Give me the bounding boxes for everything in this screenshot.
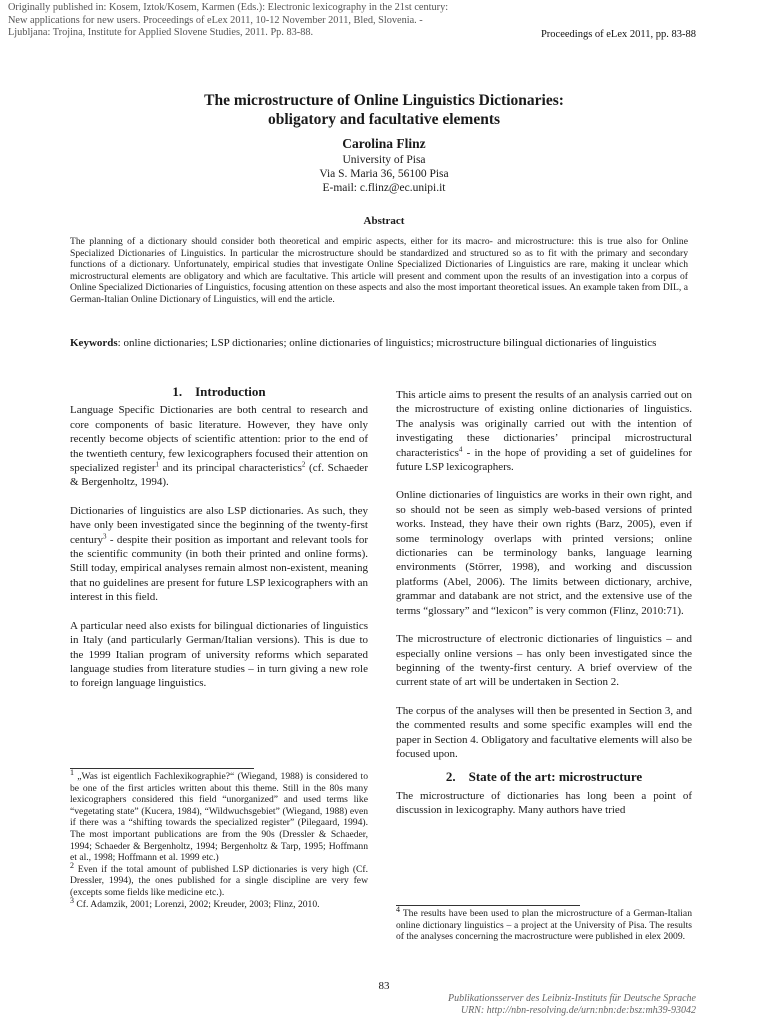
paper-title	[0, 91, 768, 129]
section-heading-introduction: 1. Introduction	[172, 384, 266, 399]
footnote: $^2$ Even if the total amount of published LSP dictionaries is very high (Cf. Dressler, 1994), the ones published for a single discipline are very few (excepts some fields like medicine etc.).	[70, 860, 368, 898]
footnotes-left	[70, 767, 368, 910]
keywords-text: : online dictionaries; LSP dictionaries; online dictionaries of linguistics; microstructure bilingual dictionaries of linguistics	[117, 337, 657, 349]
paragraph: Language Specific Dictionaries are both central to research and core components of basic literature. However, they have only recently become objects of scientific attention: prior to the end of the twentieth century, few lexicographers focused their attention on specialized register$^1$ and its principal characteristics$^2$ (cf. Schaeder & Bergenholtz, 1994).	[70, 404, 368, 489]
publication-server-note	[448, 993, 696, 1017]
footnote-ref[interactable]: 3	[102, 532, 107, 540]
left-column	[70, 385, 368, 691]
page-number: 83	[378, 980, 390, 992]
footnote: $^4$ The results have been used to plan the microstructure of a German-Italian online dictionary linguistics – a project at the University of Pisa. The results of the analyses concerning the macrostructure were published in elex 2009.	[396, 904, 692, 943]
keywords-label: Keywords	[70, 337, 118, 349]
paragraph: The corpus of the analyses will then be presented in Section 3, and the commented results and some specific examples will end the paper in Section 4. Obligatory and facultative elements will also be focused upon.	[396, 704, 692, 760]
title-line-2: obligatory and facultative elements	[267, 111, 501, 128]
origin-note	[8, 2, 528, 40]
origin-line: Originally published in: Kosem, Iztok/Kosem, Karmen (Eds.): Electronic lexicography in the 21st century:	[8, 2, 449, 13]
email: E-mail: c.flinz@ec.unipi.it	[322, 182, 446, 194]
paragraph: Dictionaries of linguistics are also LSP dictionaries. As such, they have only been investigated since the beginning of the twenty-first century$^3$ - despite their position as important and relevant tools for the scientific community (in both their printed and online forms). Still today, empirical analyses remain almost non-existent, meaning that no guidelines are present for future LSP lexicographers with an interest in this field.	[70, 504, 368, 604]
paragraph: This article aims to present the results of an analysis carried out on the microstructure of existing online dictionaries of linguistics. The analysis was originally carried out with the intention of investigating these dictionaries’ principal microstructural characteristics$^4$ - in the hope of providing a set of guidelines for future LSP lexicographers.	[396, 389, 692, 474]
section-heading-state-of-art: 2. State of the art: microstructure	[445, 769, 643, 785]
footnotes-right	[396, 904, 692, 943]
author-affiliation-block	[0, 153, 768, 195]
footnote-ref[interactable]: 1	[155, 460, 159, 469]
abstract-heading: Abstract	[363, 215, 405, 227]
footnote: $^3$ Cf. Adamzik, 2001; Lorenzi, 2002; Kreuder, 2003; Flinz, 2010.	[70, 895, 320, 910]
paragraph: A particular need also exists for bilingual dictionaries of linguistics in Italy (and particularly German/Italian versions). This is due to the 1999 Italian program of university reforms which separated language studies from literature studies – in turn giving a new role to foreign language linguistics.	[70, 619, 368, 690]
paragraph: The microstructure of dictionaries has long been a point of discussion in lexicography. Many authors have tried	[396, 789, 692, 817]
footnote: $^1$ „Was ist eigentlich Fachlexikographie?“ (Wiegand, 1988) is considered to be one of the first articles written about this theme. Still in the 80s many lexicographers considered this field “unorganized” and used terms like “vegetating state” (Kucera, 1984), “Wildwuchsgebiet” (Wiegand, 1988) even if there was a “shifting towards the specialized register” (Pilegaard, 1994). The most important publications are from the 90s (Dressler & Schaeder, 1994; Schaeder & Bergenholtz, 1994; Bergenholtz & Tarp, 1995; Hoffmann et al., 1998; Hoffmann et al. 1999 etc.)	[70, 767, 368, 864]
footer-urn[interactable]: URN: http://nbn-resolving.de/urn:nbn:de:bsz:mh39-93042	[460, 1005, 696, 1016]
paragraph: Online dictionaries of linguistics are works in their own right, and so should not be seen as simply web-based versions of printed works. Instead, they have their own rights (Barz, 2005), even if some terminology overlaps with printed versions; online dictionaries can be terminology banks, language learning environments (Störrer, 1998), and working and discussion platforms (Abel, 2006). The limits between dictionary, archive, grammar and databank are not strict, and the extensive use of the terms “glossary” and “lexicon” is very common (Flinz, 2010:71).	[396, 489, 692, 617]
proceedings-label: Proceedings of eLex 2011, pp. 83-88	[540, 29, 696, 40]
right-column	[396, 388, 692, 818]
paragraph: The microstructure of electronic dictionaries of linguistics – and especially online versions – has only been investigated since the beginning of the twenty-first century. A brief overview of the current state of art will be undertaken in Section 2.	[396, 633, 692, 689]
abstract-text: The planning of a dictionary should consider both theoretical and empiric aspects, either for its macro- and microstructure: this is true also for Online Specialized Dictionaries of Linguistics. In particular the microstructure should be standardized and structured so as to fit with the primary and secondary functions of a dictionary. Unfortunately, empirical studies that investigate Online Specialized Dictionaries of Linguistics are rare, making it unclear which microstructural elements are obligatory and which are facultative. This article will present and comment upon the results of an investigation into a corpus of Online Specialized Dictionaries of Linguistics, focusing attention on these aspects and also the most important theoretical issues. An example taken from DIL, a German-Italian Online Dictionary of Linguistics, will end the article.	[70, 236, 688, 305]
footnote-divider	[70, 768, 254, 769]
footer-line-1: Publikationsserver des Leibniz-Instituts für Deutsche Sprache	[447, 993, 696, 1004]
origin-line: New applications for new users. Proceedings of eLex 2011, 10-12 November 2011, Bled, Slovenia. -	[8, 14, 423, 26]
footnote-ref[interactable]: 4	[458, 444, 463, 453]
address: Via S. Maria 36, 56100 Pisa	[319, 168, 449, 180]
footnote-divider	[396, 905, 580, 906]
keywords	[70, 336, 688, 350]
footnote-ref[interactable]: 2	[301, 460, 306, 469]
title-line-1: The microstructure of Online Linguistics Dictionaries:	[204, 92, 564, 109]
author-name: Carolina Flinz	[342, 136, 426, 151]
affiliation: University of Pisa	[342, 154, 426, 166]
origin-line: Ljubljana: Trojina, Institute for Applied Slovene Studies, 2011. Pp. 83-88.	[8, 27, 314, 39]
